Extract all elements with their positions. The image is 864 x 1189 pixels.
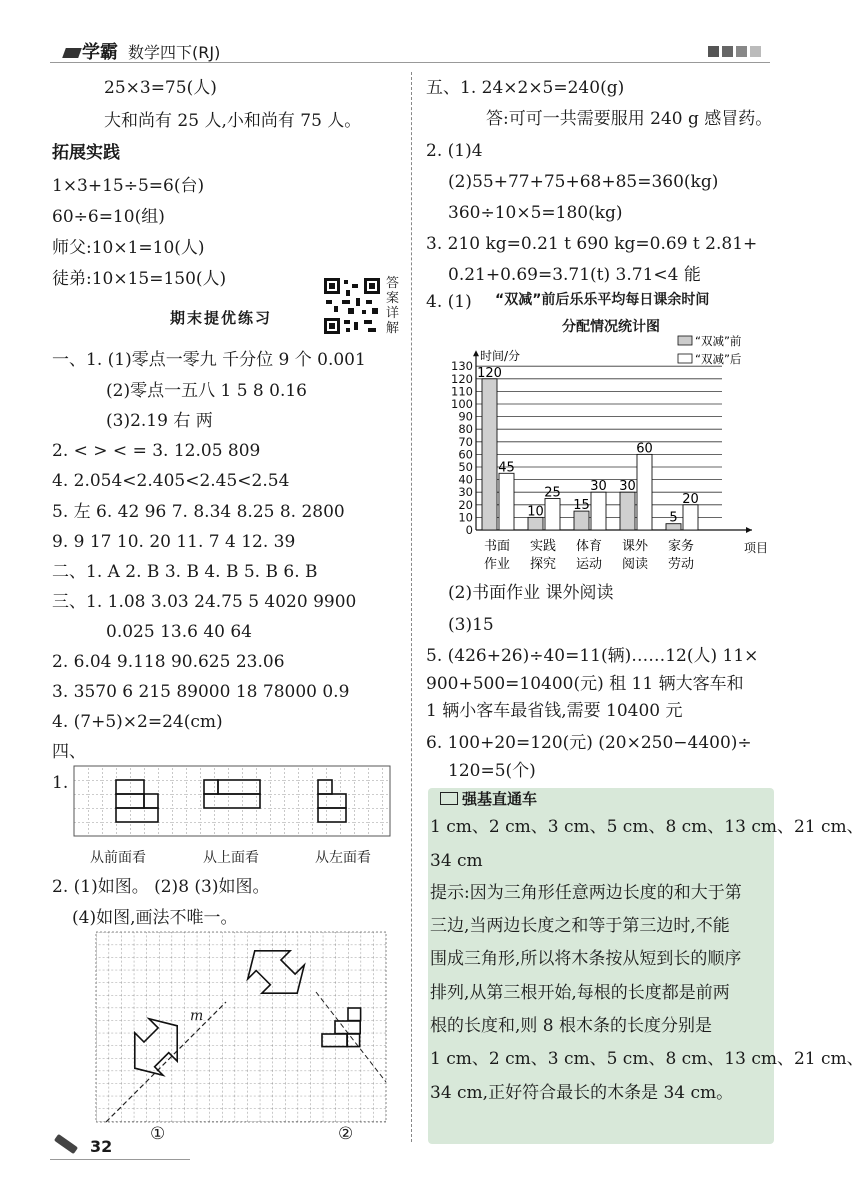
right-line: 360÷10×5=180(kg) [448, 203, 623, 223]
answer-line: 二、1. A 2. B 3. B 4. B 5. B 6. B [52, 562, 318, 582]
answer-line: 三、1. 1.08 3.03 24.75 5 4020 9900 [52, 592, 357, 612]
answer-line: 1. [52, 773, 69, 793]
data-label-before: 5 [669, 510, 678, 526]
axis-m-label: m [190, 1008, 204, 1024]
header-square-icon [750, 46, 761, 57]
x-tick-label: 运动 [575, 557, 603, 572]
header-rule [50, 62, 770, 63]
data-label-before: 30 [619, 479, 636, 495]
header-square-icon [722, 46, 733, 57]
book-subtitle: 数学四下(RJ) [128, 43, 221, 62]
left-line: 徒弟:10×15=150(人) [52, 269, 227, 289]
header-square-icon [708, 46, 719, 57]
box-line: 围成三角形,所以将木条按从短到长的顺序 [430, 949, 742, 969]
y-tick-label: 120 [451, 371, 473, 386]
book-icon [440, 792, 458, 805]
y-tick-label: 0 [465, 523, 473, 537]
box-line: 1 cm、2 cm、3 cm、5 cm、8 cm、13 cm、21 cm、 [430, 1049, 864, 1069]
view-label: 从左面看 [315, 850, 371, 866]
right-line: 答:可可一共需要服用 240 g 感冒药。 [486, 109, 773, 129]
right-line: 4. (1) [426, 292, 472, 312]
x-tick-label: 实践 [529, 539, 557, 554]
data-label-after: 25 [544, 485, 561, 501]
y-tick-label: 30 [458, 485, 473, 500]
right-line: 3. 210 kg=0.21 t 690 kg=0.69 t 2.81+ [426, 234, 758, 254]
y-tick-label: 90 [458, 409, 473, 424]
box-title: 强基直通车 [440, 788, 537, 809]
chart-subtitle: 分配情况统计图 [562, 319, 660, 335]
header-square-icon [736, 46, 747, 57]
column-divider [411, 72, 412, 1142]
y-tick-label: 130 [451, 359, 473, 374]
data-label-before: 15 [573, 498, 590, 514]
bar-after [545, 499, 560, 531]
data-label-before: 120 [477, 365, 502, 381]
right-line: (3)15 [448, 615, 494, 635]
right-line: 900+500=10400(元) 租 11 辆大客车和 [426, 674, 744, 694]
x-tick-label: 劳动 [667, 557, 695, 572]
data-label-after: 60 [636, 441, 653, 457]
bar-after [499, 473, 514, 530]
legend-label-after: “双减”后 [695, 352, 742, 366]
bar-chart [448, 310, 778, 578]
data-label-before: 10 [527, 504, 544, 520]
qr-caption: 答案详解 [386, 276, 400, 336]
bar-before [482, 379, 497, 530]
answer-line: 9. 9 17 10. 20 11. 7 4 12. 39 [52, 532, 296, 552]
box-line: 提示:因为三角形任意两边长度的和大于第 [430, 883, 742, 903]
chart-title: “双减”前后乐乐平均每日课余时间 [495, 292, 710, 308]
answer-line: 5. 左 6. 42 96 7. 8.34 8.25 8. 2800 [52, 502, 345, 522]
x-axis-label: 项目 [744, 541, 769, 555]
cap-icon [62, 48, 82, 58]
y-tick-label: 80 [458, 422, 473, 437]
y-tick-label: 40 [458, 472, 473, 487]
page-number: 32 [90, 1137, 113, 1156]
left-line: 1×3+15÷5=6(台) [52, 176, 205, 196]
answer-line: 四、 [52, 742, 86, 762]
answer-line: 2. < > < = 3. 12.05 809 [52, 441, 261, 461]
y-tick-label: 10 [458, 510, 473, 525]
transformation-grid [96, 932, 386, 1122]
bar-before [620, 492, 635, 530]
box-line: 34 cm,正好符合最长的木条是 34 cm。 [430, 1083, 734, 1103]
x-tick-label: 阅读 [621, 557, 649, 572]
answer-line: 一、1. (1)零点一零九 千分位 9 个 0.001 [52, 350, 366, 370]
right-line: 五、1. 24×2×5=240(g) [426, 78, 625, 98]
bar-after [683, 505, 698, 530]
y-tick-label: 110 [451, 384, 473, 399]
right-line: 0.21+0.69=3.71(t) 3.71<4 能 [448, 265, 701, 285]
x-tick-label: 探究 [529, 557, 557, 572]
answer-line: 0.025 13.6 40 64 [106, 622, 252, 642]
box-line: 1 cm、2 cm、3 cm、5 cm、8 cm、13 cm、21 cm、 [430, 817, 864, 837]
footer-rule [50, 1159, 190, 1160]
y-tick-label: 20 [458, 497, 473, 512]
answer-line: 4. 2.054<2.405<2.45<2.54 [52, 471, 290, 491]
box-line: 排列,从第三根开始,每根的长度都是前两 [430, 983, 730, 1003]
data-label-after: 45 [498, 460, 515, 476]
right-line: 5. (426+26)÷40=11(辆)……12(人) 11× [426, 646, 759, 666]
y-axis-label: 时间/分 [480, 349, 521, 364]
y-axis-arrow [473, 350, 479, 356]
x-tick-label: 家务 [667, 539, 695, 554]
view-label: 从前面看 [90, 850, 146, 866]
answer-line: 2. 6.04 9.118 90.625 23.06 [52, 652, 285, 672]
right-line: 120=5(个) [448, 761, 536, 781]
legend-swatch-before [678, 336, 692, 345]
answer-line: (4)如图,画法不唯一。 [72, 908, 238, 928]
bar-after [591, 492, 606, 530]
legend-label-before: “双减”前 [695, 334, 742, 348]
x-tick-label: 体育 [575, 539, 603, 554]
figure-label: ① [150, 1124, 166, 1144]
bar-before [574, 511, 589, 530]
box-line: 根的长度和,则 8 根木条的长度分别是 [430, 1016, 713, 1036]
x-tick-label: 课外 [621, 539, 649, 554]
answer-line: 4. (7+5)×2=24(cm) [52, 712, 223, 732]
figure-label: ② [338, 1124, 354, 1144]
y-tick-label: 60 [458, 447, 473, 462]
left-line: 师父:10×1=10(人) [52, 238, 205, 258]
box-line: 34 cm [430, 851, 483, 871]
view-label: 从上面看 [203, 850, 259, 866]
right-line: 1 辆小客车最省钱,需要 10400 元 [426, 701, 683, 721]
box-line: 三边,当两边长度之和等于第三边时,不能 [430, 916, 730, 936]
three-views-grid [74, 766, 392, 844]
legend-swatch-after [678, 354, 692, 363]
logo: 学霸 [64, 38, 118, 64]
left-line: 60÷6=10(组) [52, 207, 165, 227]
data-label-after: 20 [682, 491, 699, 507]
left-line: 大和尚有 25 人,小和尚有 75 人。 [104, 111, 362, 131]
answer-line: (3)2.19 右 两 [106, 411, 213, 431]
answer-line: 2. (1)如图。 (2)8 (3)如图。 [52, 877, 270, 897]
right-line: (2)55+77+75+68+85=360(kg) [448, 172, 719, 192]
right-line: (2)书面作业 课外阅读 [448, 583, 614, 603]
answer-line: 3. 3570 6 215 89000 18 78000 0.9 [52, 682, 350, 702]
left-line: 25×3=75(人) [104, 78, 217, 98]
section-heading: 拓展实践 [52, 143, 120, 163]
right-line: 2. (1)4 [426, 141, 483, 161]
y-tick-label: 70 [458, 434, 473, 449]
x-tick-label: 书面 [483, 539, 511, 554]
answer-line: (2)零点一五八 1 5 8 0.16 [106, 381, 307, 401]
x-axis-arrow [746, 527, 752, 533]
right-line: 6. 100+20=120(元) (20×250−4400)÷ [426, 733, 752, 753]
y-tick-label: 100 [451, 397, 473, 411]
section-title: 期末提优练习 [170, 309, 273, 327]
qr-code[interactable] [322, 276, 382, 336]
data-label-after: 30 [590, 479, 607, 495]
bar-after [637, 454, 652, 530]
pencil-icon [54, 1134, 78, 1154]
y-tick-label: 50 [458, 460, 473, 474]
x-tick-label: 作业 [483, 557, 511, 572]
